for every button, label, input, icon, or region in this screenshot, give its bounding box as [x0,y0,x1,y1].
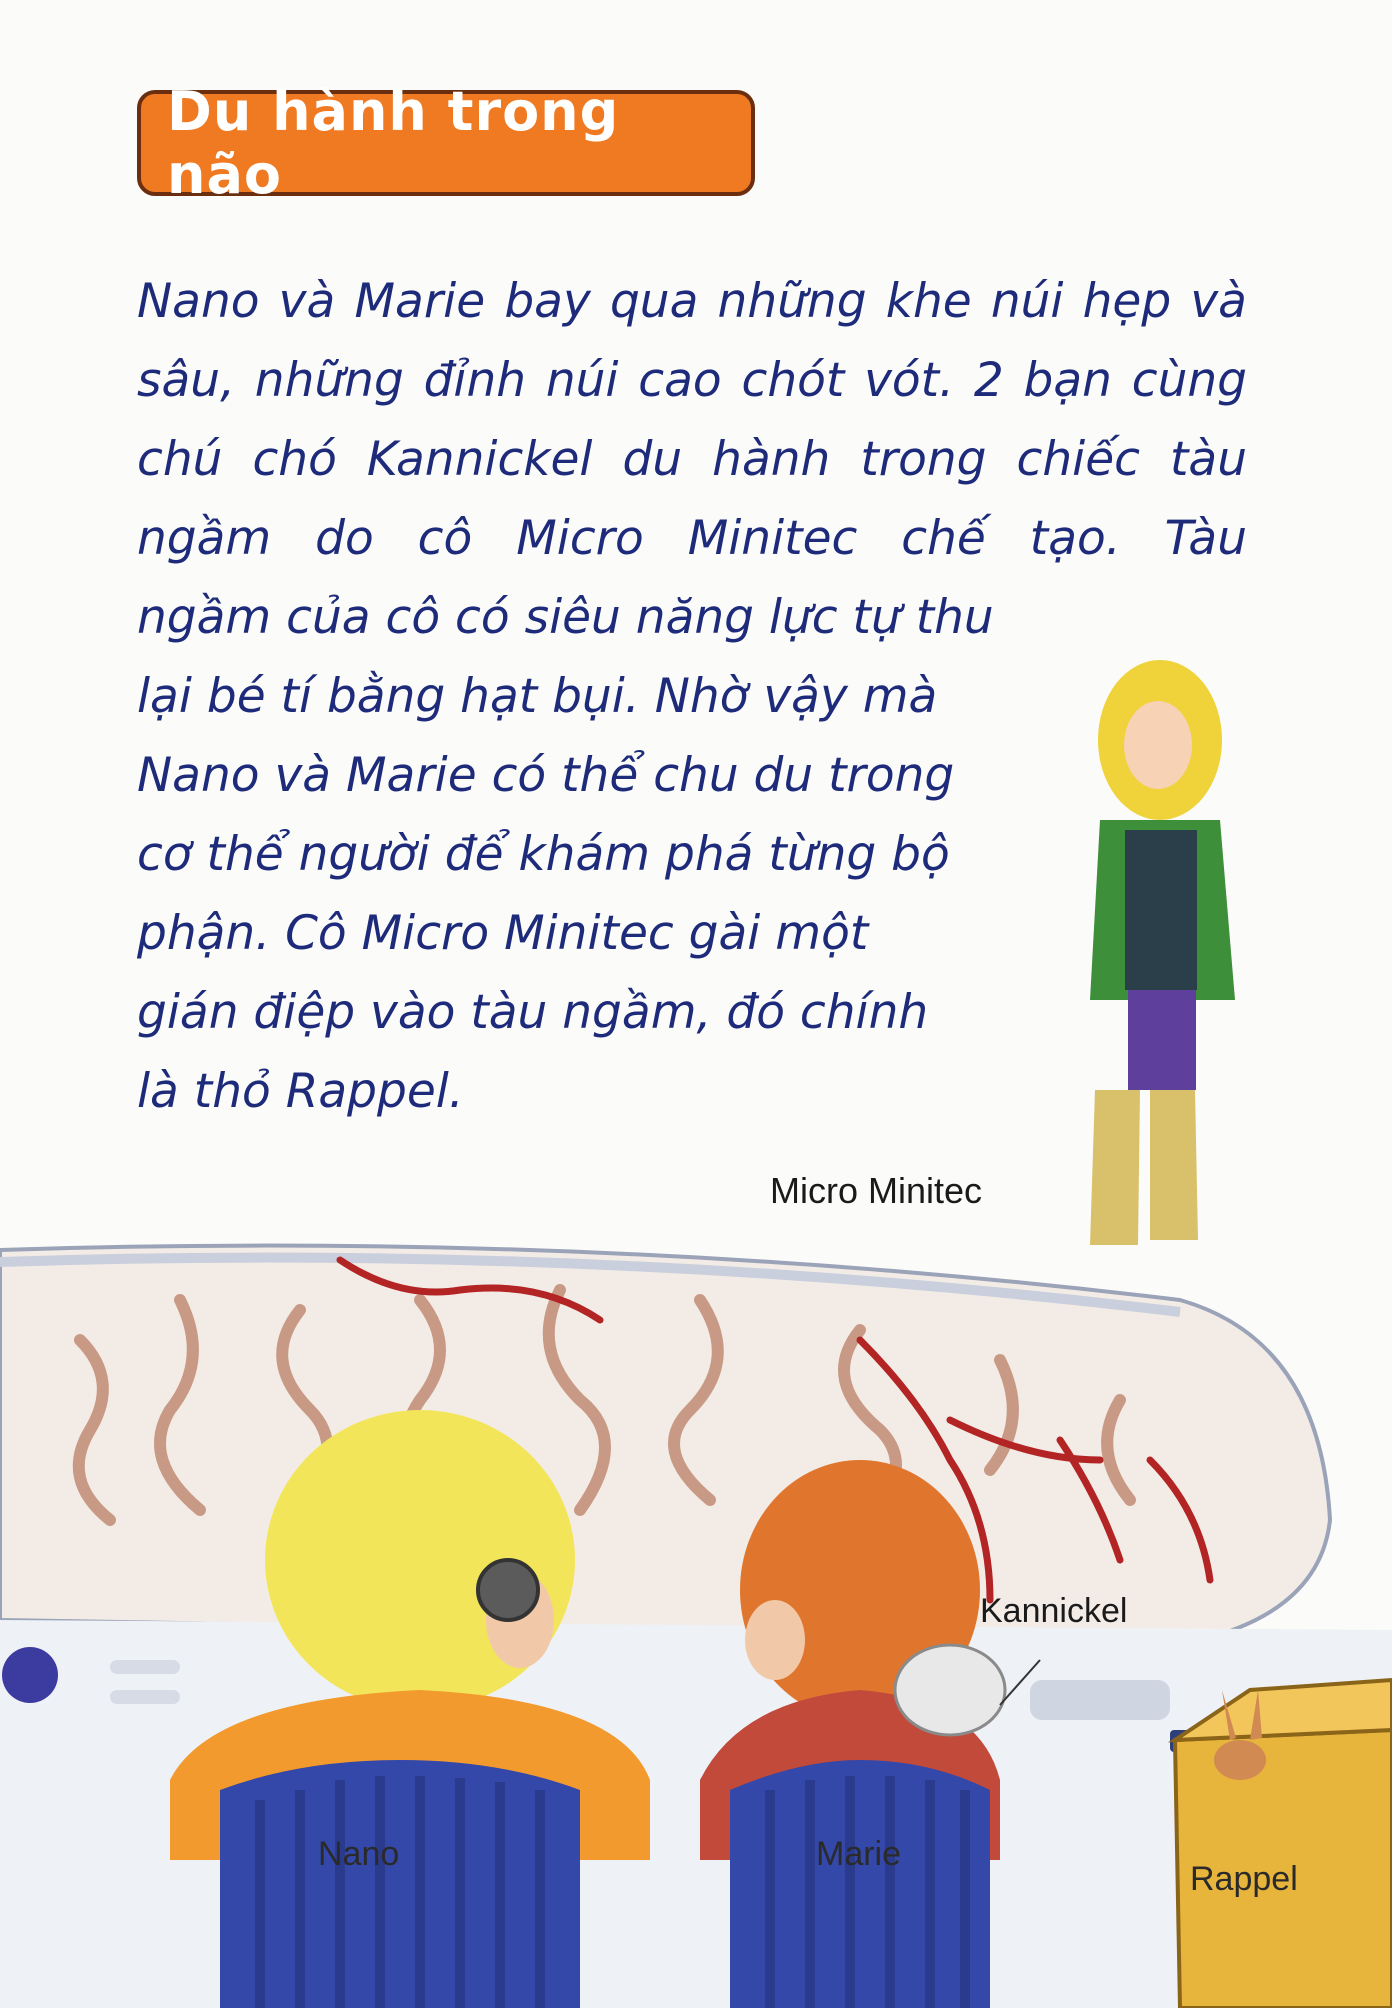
caption-nano: Nano [318,1835,400,1873]
story-line: Nano và Marie có thể chu du trong [137,748,955,803]
page-title: Du hành trong não [167,80,620,206]
story-line: ngầm của cô có siêu năng lực tự thu [137,590,994,645]
panel-dial-icon [2,1647,58,1703]
title-banner [137,80,755,206]
story-line: lại bé tí bằng hạt bụi. Nhờ vậy mà [137,669,938,724]
story-line: Nano và Marie bay qua những khe núi hẹp và [137,274,1247,329]
brain-window [0,1246,1330,1640]
rappel-box [1175,1680,1392,2008]
caption-micro-minitec: Micro Minitec [770,1170,983,1211]
story-line: cơ thể người để khám phá từng bộ [137,827,950,882]
story-line: sâu, những đỉnh núi cao chót vót. 2 bạn cùng [137,353,1247,408]
story-line: phận. Cô Micro Minitec gài một [137,906,869,961]
story-text [137,262,1247,1131]
caption-marie: Marie [816,1835,902,1873]
story-line: ngầm do cô Micro Minitec chế tạo. Tàu [137,511,1247,566]
story-line: là thỏ Rappel. [137,1064,464,1119]
story-line: gián điệp vào tàu ngầm, đó chính [137,985,929,1040]
story-line: chú chó Kannickel du hành trong chiếc tàu [137,432,1247,487]
caption-rappel: Rappel [1190,1860,1298,1898]
caption-kannickel: Kannickel [980,1592,1128,1630]
